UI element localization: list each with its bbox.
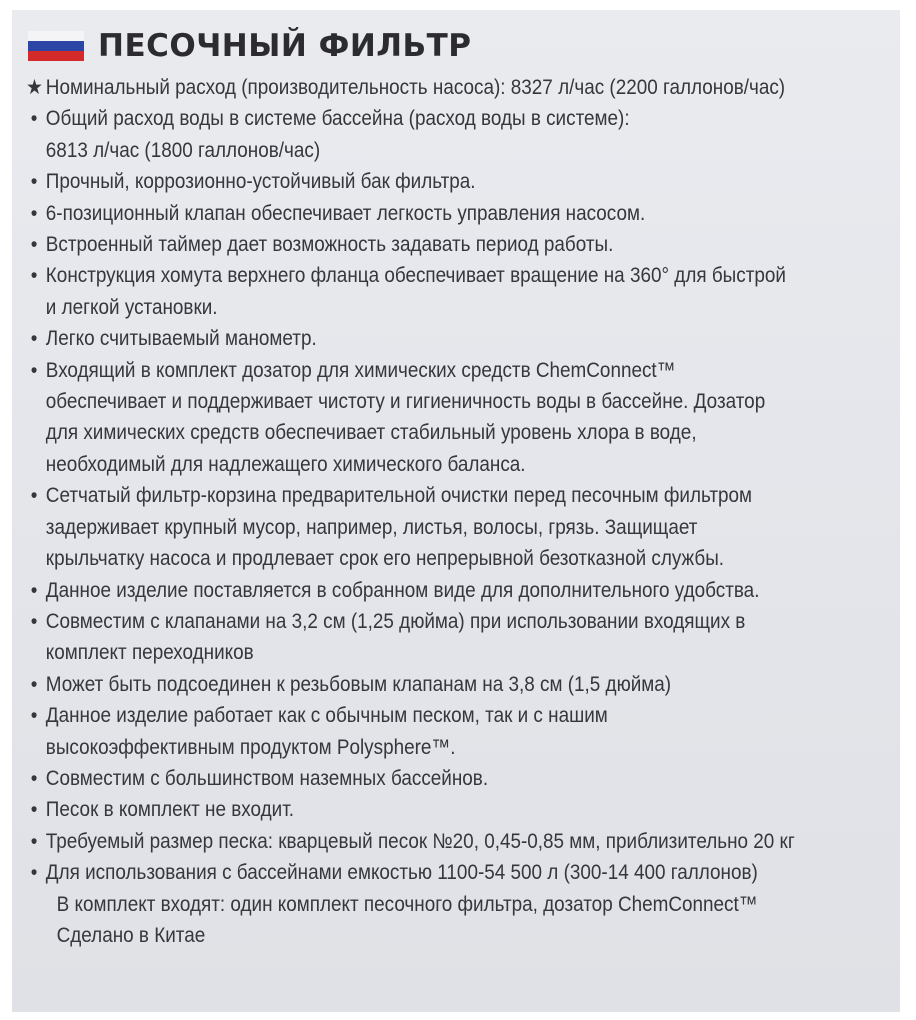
feature-list-item — [26, 480, 809, 574]
bullet-icon: • — [30, 798, 38, 822]
feature-text-line: Прочный, коррозионно-устойчивый бак фильтра. — [45, 170, 476, 194]
feature-text-line: крыльчатку насоса и продлевает срок его непрерывной безотказной службы. — [45, 547, 725, 571]
bullet-icon: • — [30, 327, 38, 351]
feature-list-item — [26, 763, 809, 794]
bullet-icon: • — [30, 233, 38, 257]
feature-text-line: Совместим с большинством наземных бассейнов. — [45, 766, 489, 790]
bullet-icon: • — [30, 766, 38, 790]
package-label-card — [12, 10, 900, 1012]
feature-list-item — [26, 606, 809, 669]
feature-list-item — [26, 355, 809, 481]
feature-list-item — [26, 260, 809, 323]
feature-list-item — [26, 229, 809, 260]
russian-flag-icon — [28, 31, 84, 61]
feature-list-item — [26, 669, 809, 700]
feature-text-line: Легко считываемый манометр. — [45, 327, 317, 351]
feature-list-item — [26, 198, 809, 229]
feature-text-line: для химических средств обеспечивает стабильный уровень хлора в воде, — [45, 421, 697, 445]
feature-text-line: высокоэффективным продуктом Polysphere™. — [45, 735, 456, 759]
feature-text-line: Входящий в комплект дозатор для химических средств ChemConnect™ — [45, 358, 676, 382]
feature-text-line: Конструкция хомута верхнего фланца обеспечивает вращение на 360° для быстрой — [45, 264, 786, 288]
feature-text-line: обеспечивает и поддерживает чистоту и гигиеничность воды в бассейне. Дозатор — [45, 390, 766, 414]
bullet-icon: • — [30, 609, 38, 633]
flag-stripe-red — [28, 51, 84, 61]
feature-text-line: 6813 л/час (1800 галлонов/час) — [45, 138, 321, 162]
feature-list-item — [26, 323, 809, 354]
flag-stripe-white — [28, 31, 84, 41]
bullet-icon: • — [30, 578, 38, 602]
feature-list-item — [26, 794, 809, 825]
feature-text-line: Номинальный расход (производительность насоса): 8327 л/час (2200 галлонов/час) — [45, 76, 786, 99]
feature-text-line: задерживает крупный мусор, например, листья, волосы, грязь. Защищает — [45, 515, 698, 539]
feature-text-line: Данное изделие работает как с обычным песком, так и с нашим — [45, 704, 608, 728]
page-title: ПЕСОЧНЫЙ ФИЛЬТР — [98, 28, 472, 64]
flag-stripe-blue — [28, 41, 84, 51]
bullet-icon: • — [30, 704, 38, 728]
bullet-icon: • — [30, 358, 38, 382]
package-contents-text: В комплект входят: один комплект песочного фильтра, дозатор ChemConnect™ — [56, 892, 758, 916]
feature-text-line: Для использования с бассейнами емкостью 1100-54 500 л (300-14 400 галлонов) — [45, 861, 758, 885]
header — [28, 28, 472, 64]
bullet-icon: • — [30, 107, 38, 131]
feature-text-line: 6-позиционный клапан обеспечивает легкость управления насосом. — [45, 201, 646, 225]
feature-list-item — [26, 103, 809, 166]
bullet-icon: • — [30, 672, 38, 696]
feature-list — [26, 72, 809, 951]
feature-list-item — [26, 826, 809, 857]
feature-text-line: и легкой установки. — [45, 295, 218, 319]
feature-text-line: необходимый для надлежащего химического баланса. — [45, 452, 526, 476]
feature-text-line: Данное изделие поставляется в собранном виде для дополнительного удобства. — [45, 578, 760, 602]
feature-text-line: Может быть подсоединен к резьбовым клапанам на 3,8 см (1,5 дюйма) — [45, 672, 672, 696]
feature-text-line: Песок в комплект не входит. — [45, 798, 295, 822]
bullet-icon: • — [30, 264, 38, 288]
feature-list-item — [26, 700, 809, 763]
bullet-icon: • — [30, 861, 38, 885]
feature-text-line: Общий расход воды в системе бассейна (расход воды в системе): — [45, 107, 630, 131]
bullet-icon: • — [30, 484, 38, 508]
feature-text-line: Сетчатый фильтр-корзина предварительной очистки перед песочным фильтром — [45, 484, 753, 508]
star-bullet-icon: ★ — [26, 76, 43, 99]
feature-text-line: Совместим с клапанами на 3,2 см (1,25 дюйма) при использовании входящих в — [45, 609, 746, 633]
bullet-icon: • — [30, 201, 38, 225]
feature-list-item — [26, 575, 809, 606]
feature-list-item — [26, 857, 809, 888]
feature-text-line: комплект переходников — [45, 641, 254, 665]
bullet-icon: • — [30, 170, 38, 194]
feature-list-item — [26, 166, 809, 197]
feature-list-item — [26, 72, 809, 103]
bullet-icon: • — [30, 829, 38, 853]
feature-text-line: Встроенный таймер дает возможность задавать период работы. — [45, 233, 614, 257]
feature-text-line: Требуемый размер песка: кварцевый песок №20, 0,45-0,85 мм, приблизительно 20 кг — [45, 829, 795, 853]
country-of-origin-text: Сделано в Китае — [56, 923, 206, 947]
